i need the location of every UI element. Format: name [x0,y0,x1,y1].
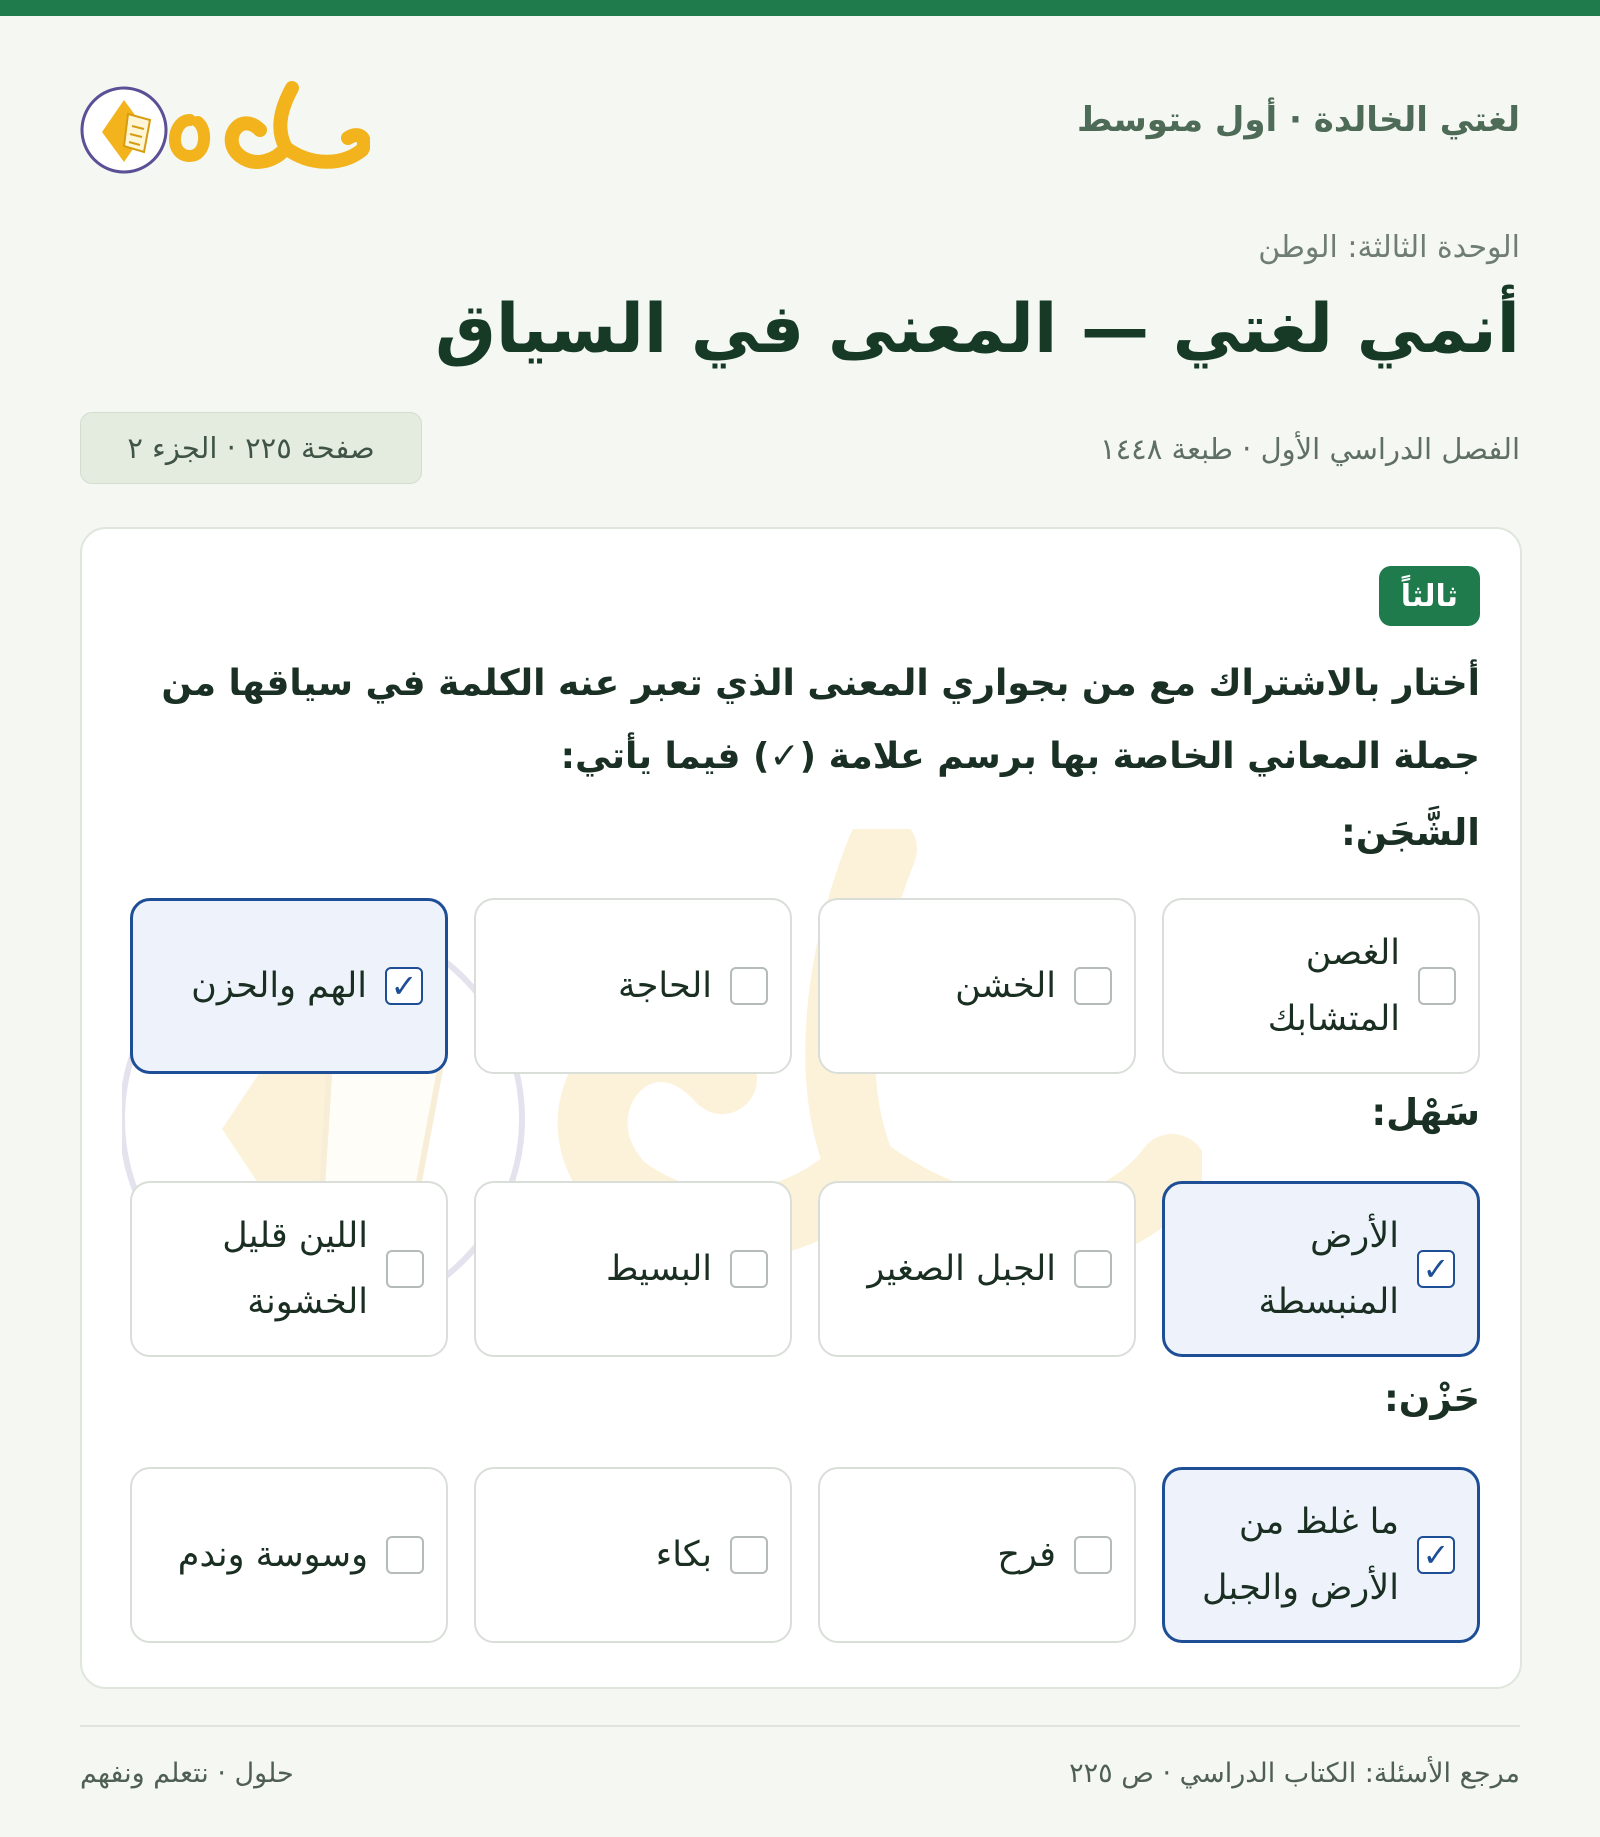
checkbox[interactable] [730,1250,768,1288]
option-card[interactable] [474,1181,792,1357]
option-card-selected[interactable] [1162,1467,1480,1643]
unit-label: الوحدة الثالثة: الوطن [1258,230,1520,265]
page-header [80,60,1520,190]
option-text: الجبل الصغير [867,1249,1056,1289]
checkbox-checked[interactable] [1417,1536,1455,1574]
word-label-hazn: حَزْن: [1383,1377,1480,1420]
checkbox[interactable] [730,1536,768,1574]
checkbox[interactable] [1074,967,1112,1005]
book-title: لغتي الخالدة · أول متوسط [1076,100,1520,140]
option-card[interactable] [130,1467,448,1643]
semester-edition: الفصل الدراسي الأول · طبعة ١٤٤٨ [1100,432,1520,466]
option-text: بكاء [655,1535,712,1575]
footer-divider [80,1725,1520,1727]
option-text: الخشن [955,966,1056,1006]
footer-reference: مرجع الأسئلة: الكتاب الدراسي · ص ٢٢٥ [1069,1758,1520,1789]
checkbox-checked[interactable] [385,967,423,1005]
option-text: الحاجة [617,966,712,1006]
option-text: الغصن المتشابك [1267,933,1400,1039]
check-mark-icon: ✓ [1422,1536,1450,1574]
check-mark-icon: ✓ [390,967,418,1005]
option-text: وسوسة وندم [177,1535,368,1575]
checkbox[interactable] [386,1536,424,1574]
checkbox-checked[interactable] [1417,1250,1455,1288]
option-text: فرح [997,1535,1056,1575]
option-text: الهم والحزن [191,966,367,1006]
option-card-selected[interactable] [130,898,448,1074]
option-card[interactable] [1162,898,1480,1074]
checkbox[interactable] [386,1250,424,1288]
options-row-sahl [124,1181,1480,1361]
checkbox[interactable] [1074,1250,1112,1288]
section-badge: ثالثاً [1379,566,1480,626]
hulul-logo[interactable] [80,70,370,190]
check-mark-icon: ✓ [1422,1250,1450,1288]
option-text: الأرض المنبسطة [1258,1216,1399,1322]
option-text: اللين قليل الخشونة [222,1216,368,1322]
option-card[interactable] [818,898,1136,1074]
option-card[interactable] [818,1467,1136,1643]
footer-brand: حلول · نتعلم ونفهم [80,1758,294,1789]
top-accent-bar [0,0,1600,16]
page-title: أنمي لغتي — المعنى في السياق [435,290,1520,369]
option-card-selected[interactable] [1162,1181,1480,1357]
option-card[interactable] [818,1181,1136,1357]
checkbox[interactable] [1074,1536,1112,1574]
page-reference-badge: صفحة ٢٢٥ · الجزء ٢ [80,412,422,484]
exercise-instruction: أختار بالاشتراك مع من بجواري المعنى الذي تعبر عنه الكلمة في سياقها من جملة المعاني الخاصة بها برسم علامة (✓) فيما يأتي: [161,663,1480,777]
option-card[interactable] [474,1467,792,1643]
option-text: البسيط [606,1249,712,1289]
word-label-shajan: الشَّجَن: [1341,811,1480,854]
exercise-card [80,527,1522,1689]
option-card[interactable] [130,1181,448,1357]
checkbox[interactable] [730,967,768,1005]
word-label-sahl: سَهْل: [1371,1091,1480,1134]
options-row-shajan [124,898,1480,1078]
options-row-hazn [124,1467,1480,1647]
option-card[interactable] [474,898,792,1074]
checkbox[interactable] [1418,967,1456,1005]
option-text: ما غلظ من الأرض والجبل [1202,1502,1399,1608]
